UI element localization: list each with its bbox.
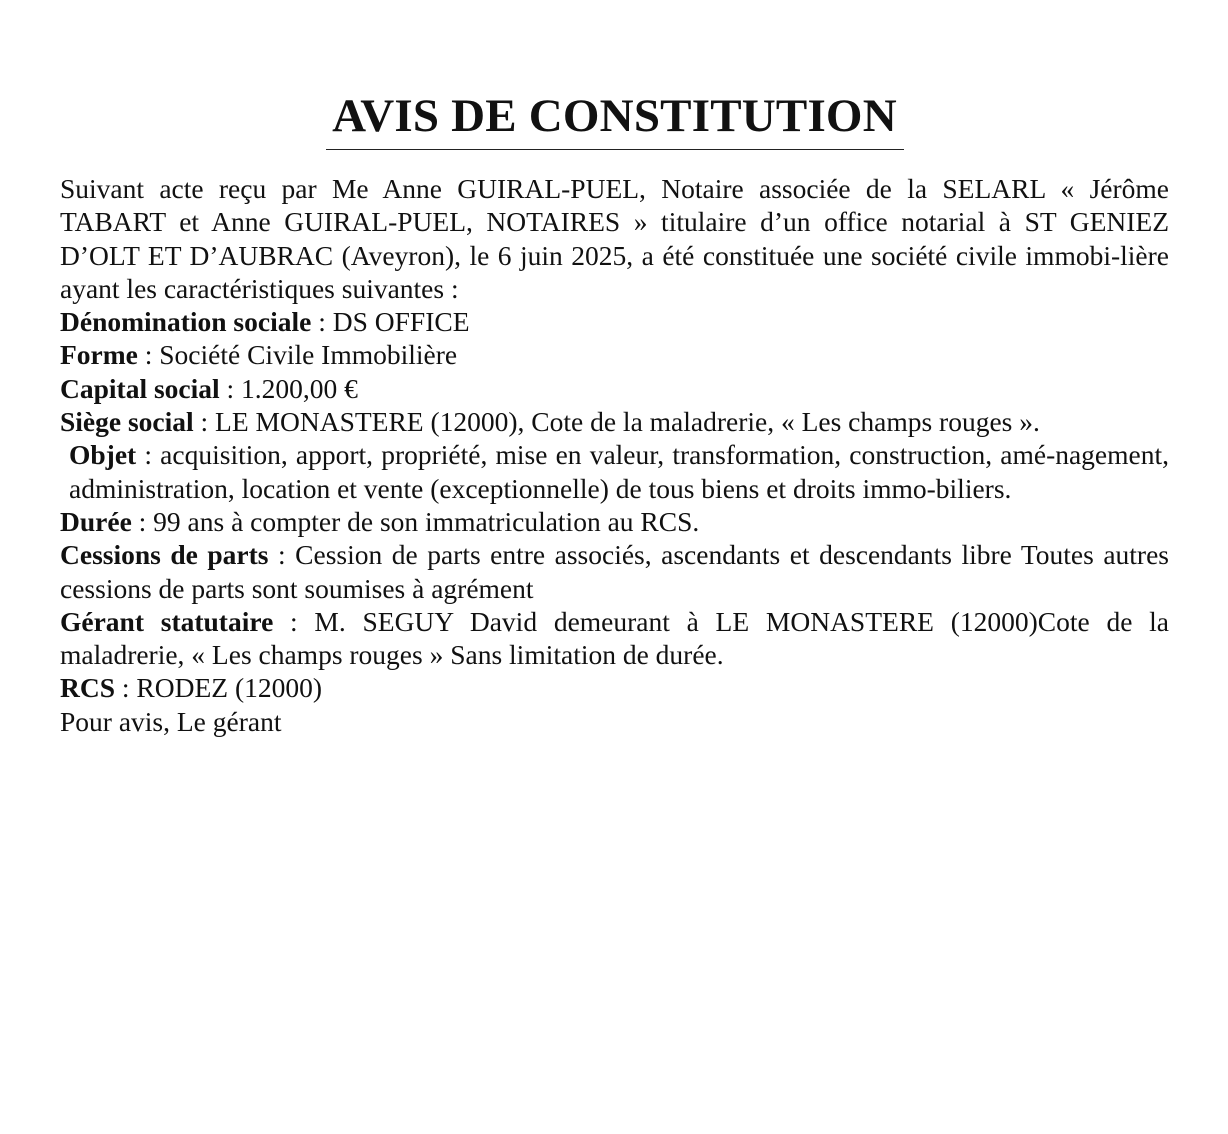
title-underline [326, 149, 904, 150]
field-value: : Société Civile Immobilière [137, 339, 458, 371]
field-value: : acquisition, apport, propriété, mise en valeur, transformation, construction, amé-nagement, administration, location et vente (exceptionnelle) de tous biens et droits immo-biliers. [69, 439, 1169, 504]
field-capital [60, 372, 1169, 405]
field-value: : RODEZ (12000) [115, 672, 323, 704]
field-cessions [60, 538, 1169, 605]
intro-paragraph: Suivant acte reçu par Me Anne GUIRAL-PUEL, Notaire associée de la SELARL « Jérôme TABART et Anne GUIRAL-PUEL, NOTAIRES » titulaire d’un office notarial à ST GENIEZ D’OLT ET D’AUBRAC (Aveyron), le 6 juin 2025, a été constituée une société civile immobi-lière ayant les caractéristiques suivantes : [60, 173, 1169, 304]
field-label: Forme [60, 339, 138, 371]
field-label: Siège social [60, 406, 194, 438]
field-label: Objet [69, 439, 137, 471]
field-forme [60, 338, 1169, 371]
field-value: : LE MONASTERE (12000), Cote de la maladrerie, « Les champs rouges ». [193, 406, 1040, 438]
field-siege [60, 405, 1169, 438]
field-value: : 1.200,00 € [219, 372, 358, 404]
field-label: Capital social [60, 372, 220, 404]
notice-title: AVIS DE CONSTITUTION [332, 90, 897, 142]
notice-body [60, 172, 1169, 738]
closing-line: Pour avis, Le gérant [60, 705, 282, 737]
field-gerant [60, 605, 1169, 672]
field-label: Cessions de parts [60, 539, 269, 571]
field-objet [60, 438, 1169, 505]
field-denomination [60, 305, 1169, 338]
field-value: : Cession de parts entre associés, ascendants et descendants libre Toutes autres cessions de parts sont soumises à agrément [60, 539, 1169, 604]
field-value: : 99 ans à compter de son immatriculation au RCS. [131, 505, 700, 537]
field-label: RCS [60, 672, 116, 704]
field-label: Dénomination sociale [60, 306, 312, 338]
field-label: Durée [60, 505, 132, 537]
field-value: : DS OFFICE [311, 306, 470, 338]
field-value: : M. SEGUY David demeurant à LE MONASTERE (12000)Cote de la maladrerie, « Les champs rouges » Sans limitation de durée. [60, 605, 1169, 671]
legal-notice [60, 88, 1169, 738]
field-duree [60, 505, 1169, 538]
field-rcs [60, 671, 1169, 704]
field-label: Gérant statutaire [60, 605, 274, 637]
